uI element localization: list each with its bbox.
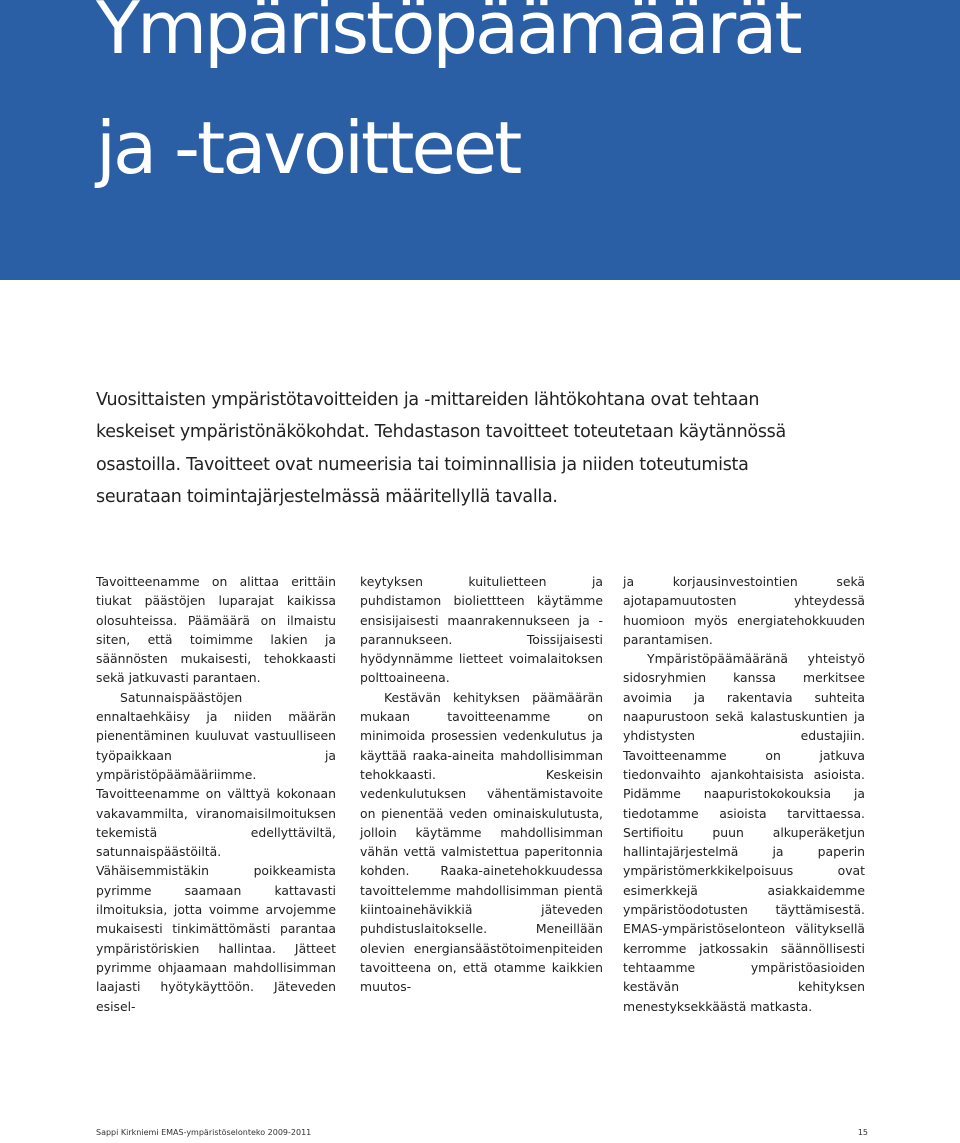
column-3-paragraph-2: Ympäristöpäämääränä yhteistyö sidosryhmien kanssa merkitsee avoimia ja rakentavia suhteita naapurustoon sekä kalastuskuntien ja yhdistysten edustajiin. Tavoitteenamme on jatkuva tiedonvaihto ajankohtaisista asioista. Pidämme naapuristokokouksia ja tiedotamme asioista tarvittaessa. Sertifioitu puun alkuperäketjun hallintajärjestelmä ja paperin ympäristömerkkikelpoisuus ovat esimerkkejä asiakkaidemme ympäristöodotusten täyttämisestä. EMAS-ympäristöselonteon välityksellä kerromme jatkossakin säännöllisesti tehtaamme ympäristöasioiden kestävän kehityksen menestyksekkäästä matkasta. (623, 651, 865, 1014)
page-title-line-2: ja -tavoitteet (96, 106, 520, 190)
footer-publication-title: Sappi Kirkniemi EMAS-ympäristöselonteko 2009-2011 (96, 1128, 312, 1137)
page-title-line-1: Ympäristöpäämäärät (96, 0, 800, 70)
intro-paragraph: Vuosittaisten ympäristötavoitteiden ja -mittareiden lähtökohtana ovat tehtaan keskeiset ympäristönäkökohdat. Tehdastason tavoitteet toteutetaan käytännössä osastoilla. Tavoitteet ovat numeerisia tai toiminnallisia ja niiden toteutumista seurataan toimintajärjestelmässä määritellyllä tavalla. (96, 390, 786, 508)
column-2-paragraph-2: Kestävän kehityksen päämäärän mukaan tavoitteenamme on minimoida prosessien vedenkulutus ja käyttää raaka-aineita mahdollisimman tehokkaasti. Keskeisin vedenkulutuksen vähentämistavoite on pienentää veden ominaiskulutusta, jolloin käytämme mahdollisimman vähän vettä valmistettua paperitonnia kohden. Raaka-ainetehokkuudessa tavoittelemme mahdollisimman pientä kiintoainehävikkiä jäteveden puhdistuslaitokselle. Meneillään olevien energiansäästötoimenpiteiden tavoitteena on, että otamme kaikkien muutos- (360, 689, 603, 995)
column-1-paragraph-2: Satunnaispäästöjen ennaltaehkäisy ja niiden määrän pienentäminen kuuluvat vastuulliseen työpaikkaan ja ympäristöpäämääriimme. Tavoitteenamme on välttyä kokonaan vakavammilta, viranomaisilmoituksen tekemistä edellyttäviltä, satunnaispäästöiltä. Vähäisemmistäkin poikkeamista pyrimme saamaan kattavasti ilmoituksia, jotta voimme arvojemme mukaisesti tinkimättömästi parantaa ympäristöriskien hallintaa. Jätteet pyrimme ohjaamaan mahdollisimman laajasti hyötykäyttöön. Jäteveden esisel- (96, 689, 336, 1014)
text-column-1 (96, 572, 336, 1016)
column-2-paragraph-1: keytyksen kuitulietteen ja puhdistamon bioliettteen käytämme ensisijaisesti maanrakennukseen ja -parannukseen. Toissijaisesti hyödynnämme lietteet voimalaitoksen polttoaineena. (360, 574, 603, 686)
text-column-3 (623, 572, 865, 1016)
header-banner (0, 0, 960, 280)
column-1-paragraph-1: Tavoitteenamme on alittaa erittäin tiukat päästöjen luparajat kaikissa olosuhteissa. Päämäärä on ilmaistu siten, että toimimme lakien ja säännösten mukaisesti, tehokkaasti sekä jatkuvasti parantaen. (96, 574, 336, 686)
column-3-paragraph-1: ja korjausinvestointien sekä ajotapamuutosten yhteydessä huomioon myös energiatehokkuuden parantamisen. (623, 574, 865, 647)
text-column-2 (360, 572, 603, 997)
page-number: 15 (857, 1128, 868, 1137)
